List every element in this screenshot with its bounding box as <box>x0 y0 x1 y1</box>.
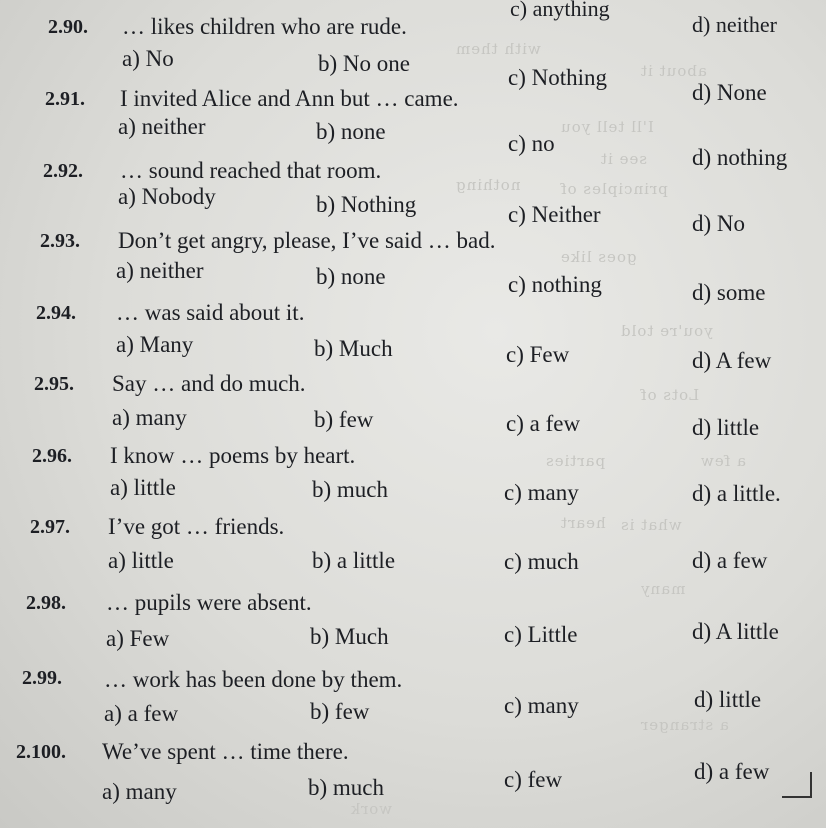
option-b: b) few <box>314 407 374 432</box>
bleed-through-text: you're told <box>620 322 713 340</box>
option-b: b) none <box>316 119 386 144</box>
option-d: d) some <box>692 280 766 305</box>
option-a: a) Nobody <box>118 184 216 209</box>
option-a: a) neither <box>118 114 206 139</box>
option-b: b) a little <box>312 548 396 573</box>
bleed-through-text: see it <box>600 150 648 168</box>
option-d: d) A few <box>692 348 772 373</box>
bleed-through-text: goes like <box>560 248 637 266</box>
question-stem: I know … poems by heart. <box>110 443 356 468</box>
bleed-through-text: about it <box>640 62 707 80</box>
question-number: 2.93. <box>40 230 80 252</box>
option-a: a) many <box>112 405 187 430</box>
bleed-through-text: many <box>640 580 686 598</box>
option-d: d) neither <box>692 12 777 37</box>
question-number: 2.92. <box>43 160 83 182</box>
option-c: c) anything <box>510 0 610 21</box>
option-d: d) nothing <box>692 145 788 170</box>
bleed-through-text: parties <box>545 452 606 470</box>
option-a: a) neither <box>116 258 204 283</box>
option-c: c) many <box>504 480 579 505</box>
question-number: 2.97. <box>30 516 70 538</box>
question-stem: … likes children who are rude. <box>122 14 407 39</box>
bleed-through-text: principles of <box>560 180 668 198</box>
option-b: b) No one <box>318 51 410 76</box>
question-stem: Don’t get angry, please, I’ve said … bad. <box>118 228 496 253</box>
option-a: a) a few <box>104 701 179 726</box>
option-b: b) Much <box>314 336 393 361</box>
question-stem: I invited Alice and Ann but … came. <box>120 86 459 111</box>
bleed-through-text: work <box>350 800 393 818</box>
option-a: a) little <box>108 548 174 573</box>
bleed-through-text: a few <box>700 452 746 470</box>
option-d: d) None <box>692 80 767 105</box>
question-number: 2.98. <box>26 592 66 614</box>
question-number: 2.96. <box>32 445 72 467</box>
question-number: 2.91. <box>45 88 85 110</box>
bleed-through-text: nothing <box>455 176 521 194</box>
option-c: c) much <box>504 549 579 574</box>
question-number: 2.100. <box>16 741 66 763</box>
option-a: a) Few <box>106 626 170 651</box>
option-b: b) much <box>308 775 385 800</box>
option-b: b) Nothing <box>316 192 417 217</box>
option-c: c) nothing <box>508 272 602 297</box>
question-stem: … pupils were absent. <box>106 590 312 615</box>
question-stem: … sound reached that room. <box>120 158 382 183</box>
bleed-through-text: I'll tell you <box>560 118 654 136</box>
option-c: c) Little <box>504 622 578 647</box>
question-stem: … work has been done by them. <box>104 667 403 692</box>
question-number: 2.95. <box>34 373 74 395</box>
option-d: d) A little <box>692 619 779 644</box>
bleed-through-text: Lots of <box>640 386 700 404</box>
option-c: c) a few <box>506 411 581 436</box>
option-a: a) Many <box>116 332 194 357</box>
option-d: d) little <box>694 687 762 712</box>
option-a: a) little <box>110 475 176 500</box>
option-c: c) no <box>508 131 555 156</box>
question-stem: Say … and do much. <box>112 371 306 396</box>
option-c: c) Nothing <box>508 65 608 90</box>
option-b: b) few <box>310 699 370 724</box>
option-a: a) many <box>102 779 177 804</box>
question-stem: We’ve spent … time there. <box>102 739 349 764</box>
option-b: b) Much <box>310 624 389 649</box>
bleed-through-text: what is <box>620 516 682 534</box>
option-d: d) a few <box>694 759 770 784</box>
bleed-through-text: heart <box>560 514 606 532</box>
question-number: 2.99. <box>22 667 62 689</box>
option-c: c) few <box>504 767 563 792</box>
option-d: d) a little. <box>692 481 781 506</box>
margin-bracket-mark <box>782 772 812 798</box>
option-d: d) little <box>692 415 760 440</box>
question-number: 2.94. <box>36 302 76 324</box>
option-d: d) a few <box>692 548 768 573</box>
option-a: a) No <box>122 46 174 71</box>
option-b: b) none <box>316 264 386 289</box>
option-c: c) Few <box>506 342 570 367</box>
question-stem: … was said about it. <box>116 300 305 325</box>
option-c: c) Neither <box>508 202 601 227</box>
bleed-through-text: a stranger <box>640 716 729 734</box>
option-c: c) many <box>504 693 579 718</box>
question-stem: I’ve got … friends. <box>108 514 285 539</box>
bleed-through-text: with them <box>455 40 541 58</box>
option-d: d) No <box>692 211 746 236</box>
option-b: b) much <box>312 477 389 502</box>
question-number: 2.90. <box>48 16 88 38</box>
